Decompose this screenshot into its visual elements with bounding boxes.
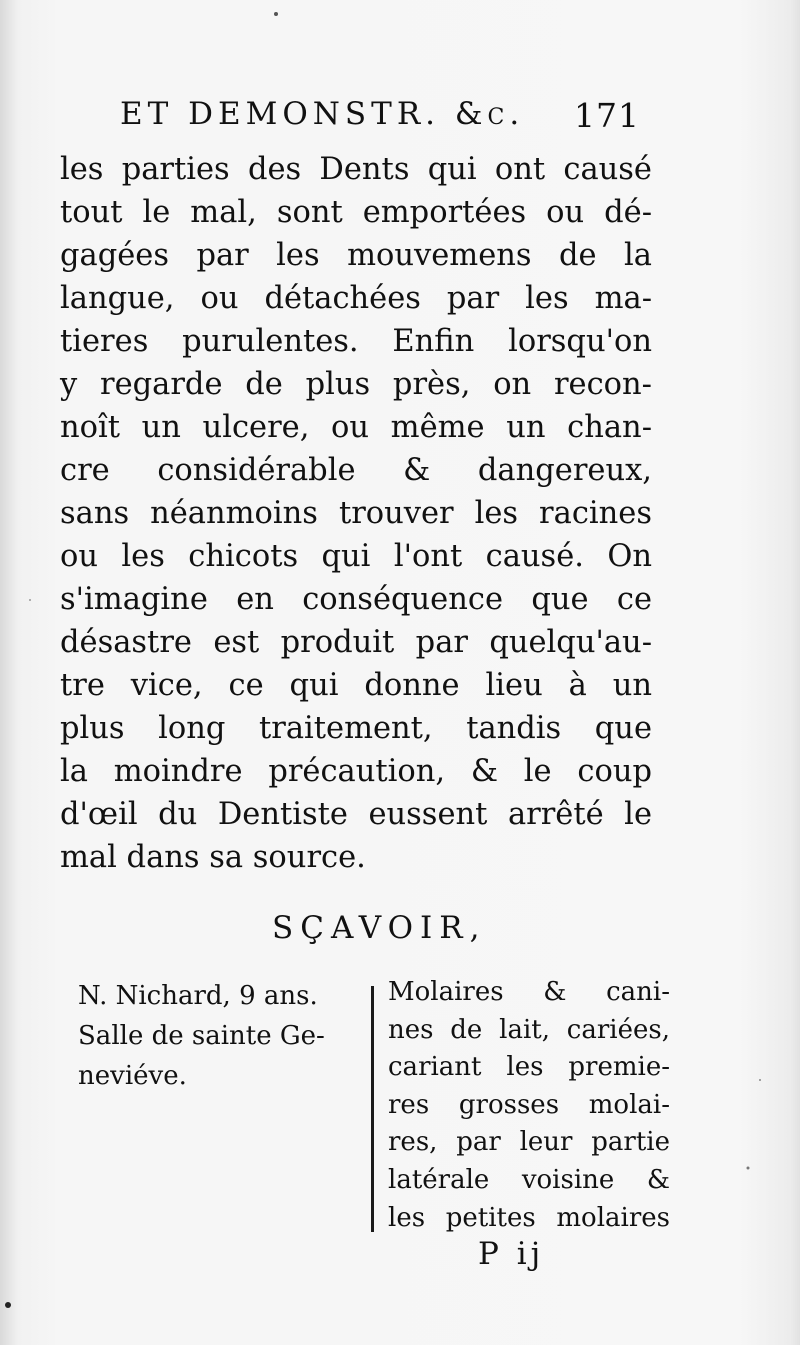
- text-line: cre considérable & dangereux,: [60, 453, 652, 488]
- section-heading: SÇAVOIR,: [272, 910, 487, 946]
- text-line: la moindre précaution, & le coup: [60, 754, 652, 789]
- running-head: [120, 96, 640, 146]
- text-line: sans néanmoins trouver les racines: [60, 496, 652, 531]
- text-line: noît un ulcere, ou même un chan-: [60, 410, 652, 445]
- running-head-title: ET DEMONSTR. &c.: [120, 96, 525, 132]
- description-line: res grosses molai-: [388, 1089, 670, 1120]
- body-paragraph: [60, 148, 652, 879]
- text-line: désastre est produit par quelqu'au-: [60, 625, 652, 660]
- text-line: gagées par les mouvemens de la: [60, 238, 652, 273]
- description-line: res, par leur partie: [388, 1127, 670, 1158]
- text-line: langue, ou détachées par les ma-: [60, 281, 652, 316]
- text-line: plus long traitement, tandis que: [60, 711, 652, 746]
- patient-column: [78, 976, 368, 1096]
- description-column: [388, 974, 670, 1237]
- description-line: cariant les premie-: [388, 1052, 670, 1083]
- text-line: mal dans sa source.: [60, 840, 366, 875]
- column-divider: [371, 986, 374, 1232]
- text-line: s'imagine en conséquence que ce: [60, 582, 652, 617]
- page-number: 171: [574, 96, 640, 135]
- description-line: nes de lait, cariées,: [388, 1014, 670, 1045]
- patient-line: neviéve.: [78, 1061, 187, 1091]
- patient-line: N. Nichard, 9 ans.: [78, 981, 318, 1011]
- text-line: tieres purulentes. Enfin lorsqu'on: [60, 324, 652, 359]
- description-line: les petites molaires: [388, 1202, 670, 1233]
- text-line: tout le mal, sont emportées ou dé-: [60, 195, 652, 230]
- text-line: tre vice, ce qui donne lieu à un: [60, 668, 652, 703]
- patient-line: Salle de sainte Ge-: [78, 1021, 325, 1051]
- text-line: ou les chicots qui l'ont causé. On: [60, 539, 652, 574]
- text-line: y regarde de plus près, on recon-: [60, 367, 652, 402]
- description-line: latérale voisine &: [388, 1164, 670, 1195]
- text-line: d'œil du Dentiste eussent arrêté le: [60, 797, 652, 832]
- description-line: Molaires & cani-: [388, 977, 670, 1007]
- signature-mark: P ij: [478, 1236, 545, 1272]
- text-line: les parties des Dents qui ont causé: [60, 152, 652, 187]
